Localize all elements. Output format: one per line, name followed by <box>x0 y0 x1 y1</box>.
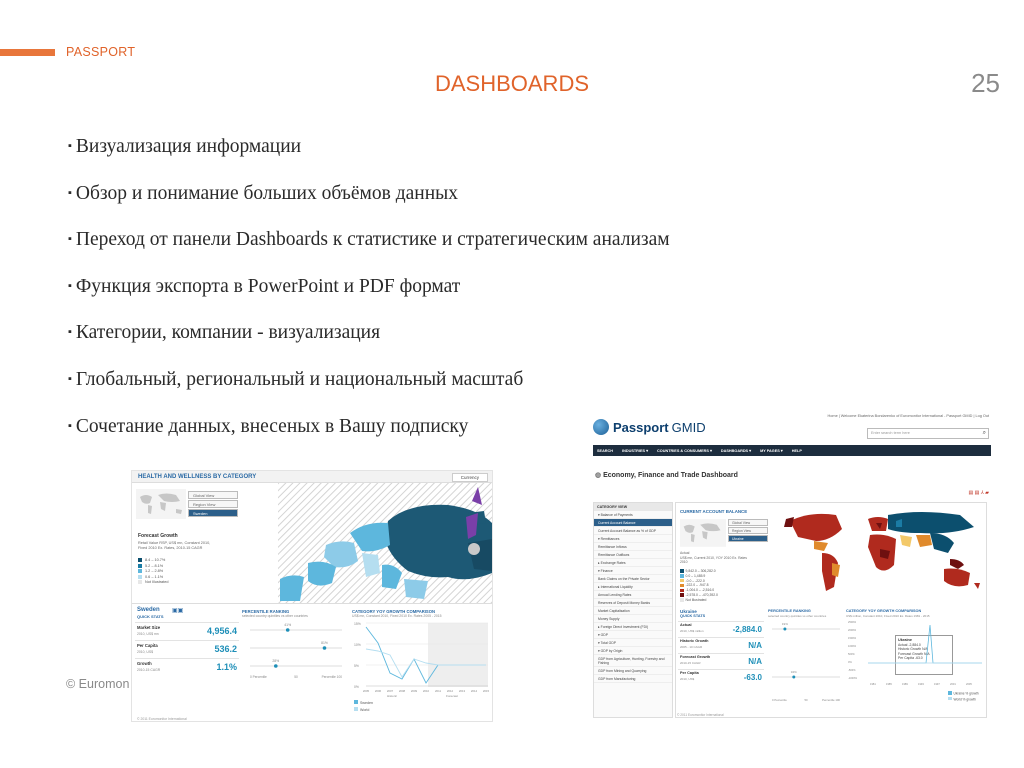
x-tick-label: 2008 <box>398 689 406 693</box>
legend-label: 0.6 – 1.1% <box>145 574 164 579</box>
tooltip-row: Historic Growth N/A <box>898 647 928 652</box>
legend-item <box>138 580 168 586</box>
screenshot-footer: © 2011 Euromonitor International <box>137 717 187 721</box>
y-tick-label: -1000% <box>848 677 857 680</box>
x-tick-label: 2013 <box>458 689 466 693</box>
stat-row-forecast-growth <box>678 653 764 669</box>
screenshot-footer: © 2011 Euromonitor International <box>677 713 724 717</box>
x-tick-label: 2001 <box>950 683 956 686</box>
legend-label: -0.0 – -222.0 <box>685 578 705 583</box>
y-tick-label: -500% <box>848 669 856 672</box>
accent-bar <box>0 49 55 56</box>
legend-label: 1.2 – 2.8% <box>145 569 164 573</box>
legend-swatch <box>680 569 684 573</box>
stat-sub: 2010, US$ mn <box>137 632 159 636</box>
percentile-axis-label: 0 Percentile <box>772 698 787 702</box>
bullet-item <box>68 276 670 323</box>
legend-swatch <box>680 593 684 597</box>
growth-comparison-title: CATEGORY YOY GROWTH COMPARISON <box>846 609 922 613</box>
category-tree-item[interactable]: Current Account Balance <box>594 519 672 527</box>
legend-label: -1,004.0 – -2,516.0 <box>685 588 715 593</box>
copyright-text: © Euromon <box>66 677 130 691</box>
y-tick-label: 2000% <box>848 629 857 632</box>
legend-item <box>948 697 979 703</box>
category-tree-item[interactable]: Annual Lending Rates <box>594 591 672 599</box>
nav-item-my-pages[interactable]: MY PAGES ▾ <box>760 449 783 453</box>
category-tree-item[interactable]: Bank Claims on the Private Sector <box>594 575 672 583</box>
bullet-marker: ▪ <box>68 140 72 152</box>
tooltip-row: Forecast Growth N/A <box>898 651 930 656</box>
bullet-text: Переход от панели Dashboards к статистике и стратегическим анализам <box>75 229 670 251</box>
legend-item <box>680 598 718 603</box>
export-icon[interactable]: ▣▣ <box>172 608 184 614</box>
x-tick-label: 1993 <box>918 683 924 686</box>
category-tree-item[interactable]: ▸ Exchange Rates <box>594 559 672 567</box>
passport-logo[interactable] <box>593 419 706 435</box>
legend-label: Sweden <box>360 701 373 705</box>
legend-label: Ukraine % growth <box>953 691 979 696</box>
y-tick-label: 15% <box>354 622 361 626</box>
legend-item <box>354 707 373 714</box>
stat-value: -63.0 <box>743 673 762 682</box>
growth-comparison-chart <box>352 619 492 719</box>
category-tree <box>594 511 672 683</box>
stat-value: -2,884.0 <box>732 625 762 634</box>
dashboard-globe-icon: ◍ <box>595 472 604 479</box>
tooltip-row: Per Capita -63.0 <box>898 656 923 661</box>
category-tree-item[interactable]: ▸ Foreign Direct Investment (FDI) <box>594 623 672 631</box>
mini-world-map <box>680 519 726 547</box>
legend-label: -2,578.0 – -470,392.0 <box>685 592 718 597</box>
forecast-sub-line: Retail Value RSP, US$ mn, Constant 2010, <box>138 541 211 545</box>
export-icons[interactable]: ▤ ▤ ⅄ ▰ <box>968 490 989 496</box>
y-tick-label: 5% <box>354 664 359 668</box>
brand-suffix: GMID <box>671 419 706 435</box>
subtitle-line: Actual <box>680 551 690 555</box>
category-tree-item[interactable]: Remittance Inflows <box>594 543 672 551</box>
y-tick-label: 500% <box>848 653 855 656</box>
legend-swatch <box>138 564 142 568</box>
historic-label: Historic <box>386 694 398 698</box>
stat-row-per-capita <box>135 640 239 658</box>
stat-label: Historic Growth <box>680 639 709 643</box>
world-map[interactable] <box>780 507 986 599</box>
percentile-axis-label: 50 <box>804 698 808 702</box>
percentile-marker <box>792 676 795 679</box>
quick-stats-label: QUICK STATS <box>137 614 164 619</box>
legend-item <box>948 691 979 697</box>
current-account-title: CURRENT ACCOUNT BALANCE <box>680 509 748 514</box>
legend-label: Not Illustrated <box>685 597 707 602</box>
x-tick-label: 1981 <box>870 683 876 686</box>
stat-sub: 2005 - 10 CAGR <box>680 645 703 649</box>
category-tree-item[interactable]: ▾ Balance of Payments <box>594 511 672 519</box>
forecast-growth-title: Forecast Growth <box>138 533 178 539</box>
health-wellness-dashboard-screenshot <box>131 470 493 722</box>
legend-label: -222.0 – -947.8 <box>685 583 709 588</box>
currency-select[interactable]: Currency <box>452 473 488 482</box>
slide-title: DASHBOARDS <box>434 71 590 96</box>
percentile-marker <box>286 628 290 632</box>
quick-stats-country: Sweden <box>137 607 160 613</box>
x-tick-label: 2010 <box>422 689 430 693</box>
tooltip-row: Actual -2,884.0 <box>898 642 921 647</box>
legend-swatch <box>354 707 358 711</box>
view-selector <box>728 519 768 543</box>
bullet-text: Функция экспорта в PowerPoint и PDF формат <box>75 275 461 297</box>
x-tick-label: 2015 <box>482 689 490 693</box>
bullet-text: Сочетание данных, внесеных в Вашу подписку <box>75 415 469 437</box>
stat-sub: 2010, US$ <box>680 677 695 681</box>
europe-asia-map[interactable] <box>278 483 493 603</box>
bullet-item <box>68 136 670 183</box>
x-tick-label: 2007 <box>386 689 394 693</box>
category-tree-item[interactable]: Market Capitalisation <box>594 607 672 615</box>
map-legend <box>138 558 168 586</box>
bullet-marker: ▪ <box>68 186 72 199</box>
region-view-option[interactable]: Region View <box>188 500 238 508</box>
growth-comparison-chart <box>846 619 986 699</box>
stat-value: 536.2 <box>214 644 237 654</box>
quick-stats-section <box>132 603 493 722</box>
percentile-marker <box>783 628 786 631</box>
growth-chart-legend <box>948 691 979 702</box>
y-tick-label: 0% <box>354 685 359 689</box>
dashboard-header <box>132 471 493 483</box>
stat-row-historic-growth <box>678 637 764 653</box>
section-label: PASSPORT <box>66 45 136 59</box>
nav-item-countries-consumers[interactable]: COUNTRIES & CONSUMERS ▾ <box>657 449 712 453</box>
bullet-item <box>68 369 670 416</box>
category-tree-item[interactable]: GDP from Mining and Quarrying <box>594 667 672 675</box>
legend-swatch <box>680 579 684 583</box>
stat-label: Actual <box>680 623 692 627</box>
forecast-label: Forecast <box>446 694 458 698</box>
x-tick-label: 2005 <box>966 683 972 686</box>
dashboard-title-text: Economy, Finance and Trade Dashboard <box>603 472 738 479</box>
quick-stats-country: Ukraine <box>680 609 697 614</box>
forecast-growth-subtitle <box>138 541 210 551</box>
percentile-marker-label: 28% <box>272 659 280 663</box>
percentile-ranking-chart <box>242 620 347 682</box>
search-placeholder: Enter search term here <box>871 431 910 435</box>
dashboard-title: HEALTH AND WELLNESS BY CATEGORY <box>138 474 257 480</box>
region-view-option[interactable]: Region View <box>728 527 768 534</box>
stat-row-market-size <box>135 622 239 640</box>
globe-icon <box>593 419 609 435</box>
current-account-subtitle <box>680 551 747 565</box>
percentile-axis-label: 0 Percentile <box>250 675 267 679</box>
stat-value: 4,956.4 <box>206 626 237 636</box>
x-tick-label: 2005 <box>362 689 370 693</box>
percentile-axis-label: Percentile 100 <box>321 675 342 679</box>
percentile-marker <box>274 664 278 668</box>
dashboard-title <box>595 471 738 479</box>
percentile-ranking-title: PERCENTILE RANKING <box>242 609 290 614</box>
subtitle-line: 2010 <box>680 560 688 564</box>
x-tick-label: 1989 <box>902 683 908 686</box>
category-tree-item[interactable]: GDP from Manufacturing <box>594 675 672 683</box>
percentile-marker-label: 81% <box>321 641 328 645</box>
bullet-list <box>68 136 670 462</box>
category-tree-item[interactable]: ▾ Total GDP <box>594 639 672 647</box>
stat-value: 1.1% <box>216 662 237 672</box>
legend-label: World <box>360 707 370 712</box>
stat-label: Growth <box>137 661 152 666</box>
growth-comparison-subtitle: US$ million, Constant 2010, Fixed 2010 Ex. Rates 1981 - 2015 <box>846 614 930 618</box>
percentile-ranking-subtitle: selected country quintiles vs other countries <box>768 614 827 618</box>
stat-label: Per Capita <box>137 643 158 648</box>
mini-world-map <box>136 489 186 519</box>
bullet-text: Глобальный, региональный и национальный масштаб <box>75 368 524 390</box>
global-view-option[interactable]: Global View <box>188 491 238 499</box>
tooltip-country: Ukraine <box>898 638 912 642</box>
y-tick-labels <box>848 620 858 680</box>
map-legend <box>680 569 718 603</box>
growth-comparison-title: CATEGORY YOY GROWTH COMPARISON <box>352 609 435 614</box>
nav-item-search[interactable]: SEARCH <box>597 448 614 453</box>
category-tree-item[interactable]: ▸ International Liquidity <box>594 583 672 591</box>
x-tick-label: 2014 <box>470 689 478 693</box>
x-tick-label: 2009 <box>410 689 418 693</box>
stat-row-per-capita <box>678 669 764 685</box>
legend-swatch <box>680 598 684 602</box>
y-tick-label: 1000% <box>848 645 857 648</box>
bullet-marker: ▪ <box>68 279 72 292</box>
percentile-ranking-subtitle: selected country quintiles vs other countries <box>242 614 308 618</box>
stat-label: Market Size <box>137 625 161 630</box>
economy-dashboard-screenshot <box>591 405 991 718</box>
bullet-item <box>68 322 670 369</box>
growth-comparison-subtitle: US$ mn, Constant 2010, Fixed 2010 Ex. Rates 2005 - 2015 <box>352 614 442 618</box>
legend-swatch <box>354 700 358 704</box>
legend-swatch <box>680 584 684 588</box>
ukraine-series-line <box>868 625 982 663</box>
bullet-marker: ▪ <box>68 326 72 339</box>
bullet-text: Обзор и понимание больших объёмов данных <box>75 182 459 204</box>
main-nav <box>593 445 991 456</box>
legend-label: 8.4 – 10.7% <box>145 558 166 562</box>
search-input[interactable] <box>867 428 989 439</box>
category-tree-item[interactable]: ▾ Remittances <box>594 535 672 543</box>
stat-value: N/A <box>748 641 762 650</box>
x-tick-label: 1985 <box>886 683 892 686</box>
stat-row-actual <box>678 621 764 637</box>
bullet-item <box>68 416 670 463</box>
current-account-panel <box>675 502 987 718</box>
stat-sub: 2010, US$ <box>137 650 154 654</box>
category-tree-item[interactable]: GDP from Agriculture, Hunting, Forestry and Fishing <box>594 655 672 667</box>
category-view-panel <box>593 502 673 718</box>
category-tree-item[interactable]: Remittance Outflows <box>594 551 672 559</box>
map-controls-panel <box>132 483 278 603</box>
category-tree-item[interactable]: Current Account Balance as % of GDP <box>594 527 672 535</box>
bullet-text: Категории, компании - визуализация <box>75 322 381 344</box>
stat-sub: 2010-15 CAGR <box>680 661 701 665</box>
percentile-marker-label: 19% <box>781 622 788 626</box>
brand-name: Passport <box>613 419 669 435</box>
x-tick-label: 2012 <box>446 689 454 693</box>
percentile-axis-label: Percentile 100 <box>822 698 840 702</box>
legend-label: Not Illustrated <box>145 580 169 584</box>
percentile-ranking-chart <box>768 619 844 705</box>
search-icon[interactable]: ⌕ <box>982 430 986 436</box>
legend-label: World % growth <box>953 697 976 701</box>
percentile-ranking-title: PERCENTILE RANKING <box>768 609 811 613</box>
y-tick-label: 10% <box>354 643 361 647</box>
nav-item-help[interactable]: HELP <box>791 448 802 453</box>
bullet-item <box>68 229 670 276</box>
legend-swatch <box>138 580 142 584</box>
legend-label: 9,842.0 – 306,282.0 <box>685 569 716 573</box>
category-tree-item[interactable]: Reserves of Deposit Money Banks <box>594 599 672 607</box>
bullet-marker: ▪ <box>68 372 72 385</box>
category-tree-item[interactable]: ▾ GDP by Origin <box>594 647 672 655</box>
forecast-sub-line: Fixed 2010 Ex. Rates, 2010-15 CAGR <box>138 546 203 550</box>
legend-swatch <box>138 569 142 573</box>
percentile-marker-label: 32% <box>790 670 797 674</box>
nav-item-industries[interactable]: INDUSTRIES ▾ <box>622 449 649 453</box>
percentile-marker-label: 41% <box>284 623 292 627</box>
legend-swatch <box>138 558 142 562</box>
country-view-option[interactable]: Sweden <box>188 509 238 517</box>
x-tick-label: 2011 <box>434 689 442 693</box>
legend-label: 5.2 – 8.1% <box>145 563 164 568</box>
stat-label: Forecast Growth <box>680 655 711 659</box>
category-tree-item[interactable]: ▾ Finance <box>594 567 672 575</box>
stat-sub: 2010-15 CAGR <box>137 668 161 672</box>
legend-swatch <box>680 574 684 578</box>
global-view-option[interactable]: Global View <box>728 519 768 526</box>
quick-stats-section <box>676 605 988 717</box>
nav-item-dashboards[interactable]: DASHBOARDS ▾ <box>720 449 752 453</box>
bullet-item <box>68 183 670 230</box>
country-view-option[interactable]: Ukraine <box>728 535 768 542</box>
stat-row-growth <box>135 658 239 676</box>
legend-swatch <box>138 575 142 579</box>
category-view-header: CATEGORY VIEW <box>594 503 672 511</box>
top-links[interactable]: Home | Welcome Ekaterina Bondarenko of Euromonitor International - Passport GMID | Log Out <box>827 414 989 418</box>
legend-swatch <box>948 697 952 701</box>
stat-label: Per Capita <box>680 671 699 675</box>
growth-chart-legend <box>354 700 373 713</box>
y-tick-label: 1500% <box>848 637 857 640</box>
y-tick-label: 2500% <box>848 621 857 624</box>
subtitle-line: US$ mn, Current 2010, YOY 2010 Ex. Rates <box>680 555 747 560</box>
x-tick-labels <box>363 689 490 693</box>
percentile-axis-label: 50 <box>294 675 298 679</box>
percentile-marker <box>323 646 327 650</box>
legend-swatch <box>948 691 952 695</box>
x-tick-labels <box>870 682 972 686</box>
bullet-text: Визуализация информации <box>75 136 302 157</box>
legend-swatch <box>680 589 684 593</box>
stat-sub: 2010, US$ million <box>680 629 704 633</box>
category-tree-item[interactable]: ▾ GDP <box>594 631 672 639</box>
quick-stats-label: QUICK STATS <box>680 614 706 618</box>
x-tick-label: 1997 <box>934 683 940 686</box>
bullet-marker: ▪ <box>68 419 72 432</box>
bullet-marker: ▪ <box>68 233 72 246</box>
category-tree-item[interactable]: Money Supply <box>594 615 672 623</box>
view-selector <box>188 491 238 518</box>
legend-label: 0.0 – 1,485.9 <box>685 573 706 578</box>
y-tick-label: 0% <box>848 661 852 664</box>
page-number: 25 <box>971 68 1000 98</box>
x-tick-label: 2006 <box>374 689 382 693</box>
stat-value: N/A <box>748 657 762 666</box>
